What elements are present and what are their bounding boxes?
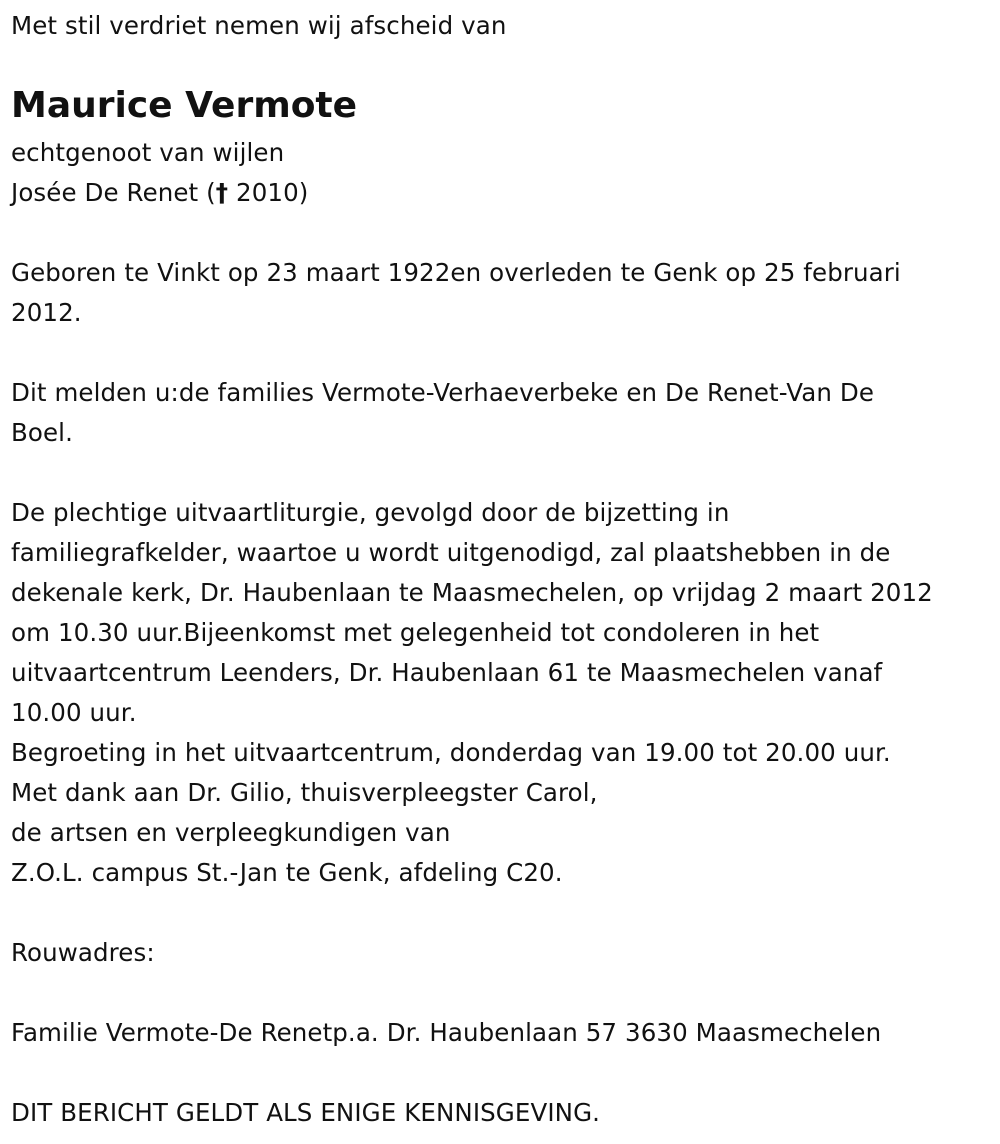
address-block [11, 1013, 992, 1053]
families-block [11, 373, 992, 453]
funeral-line: Begroeting in het uitvaartcentrum, donderdag van 19.00 tot 20.00 uur. [11, 738, 891, 767]
funeral-line: 10.00 uur. [11, 698, 137, 727]
deceased-name: Maurice Vermote [11, 85, 358, 126]
funeral-line: dekenale kerk, Dr. Haubenlaan te Maasmechelen, op vrijdag 2 maart 2012 [11, 578, 933, 607]
spouse-line-1: echtgenoot van wijlen [11, 138, 285, 167]
birth-death-block [11, 253, 992, 333]
address-label: Rouwadres: [11, 938, 155, 967]
funeral-line: familiegrafkelder, waartoe u wordt uitgenodigd, zal plaatshebben in de [11, 538, 891, 567]
closing-text: DIT BERICHT GELDT ALS ENIGE KENNISGEVING. [11, 1098, 601, 1127]
funeral-line: om 10.30 uur.Bijeenkomst met gelegenheid tot condoleren in het [11, 618, 820, 647]
spouse-death-year: 2010) [228, 178, 309, 207]
families-line-1: Dit melden u:de families Vermote-Verhaeverbeke en De Renet-Van De [11, 378, 874, 407]
funeral-line: Z.O.L. campus St.-Jan te Genk, afdeling C20. [11, 858, 563, 887]
spouse-line-2 [11, 173, 992, 213]
address-text: Familie Vermote-De Renetp.a. Dr. Haubenlaan 57 3630 Maasmechelen [11, 1018, 882, 1047]
funeral-line: De plechtige uitvaartliturgie, gevolgd door de bijzetting in [11, 498, 730, 527]
funeral-line: uitvaartcentrum Leenders, Dr. Haubenlaan 61 te Maasmechelen vanaf [11, 658, 883, 687]
closing-block [11, 1093, 992, 1133]
families-line-2: Boel. [11, 418, 73, 447]
spouse-block [11, 133, 992, 213]
birth-line-2: 2012. [11, 298, 82, 327]
funeral-line: Met dank aan Dr. Gilio, thuisverpleegster Carol, [11, 778, 598, 807]
intro-text: Met stil verdriet nemen wij afscheid van [11, 11, 507, 40]
birth-line-1: Geboren te Vinkt op 23 maart 1922en overleden te Genk op 25 februari [11, 258, 901, 287]
cross-icon: † [215, 178, 229, 207]
funeral-line: de artsen en verpleegkundigen van [11, 818, 451, 847]
address-label-block [11, 933, 992, 973]
funeral-block [11, 493, 992, 893]
spouse-name: Josée De Renet ( [11, 178, 216, 207]
